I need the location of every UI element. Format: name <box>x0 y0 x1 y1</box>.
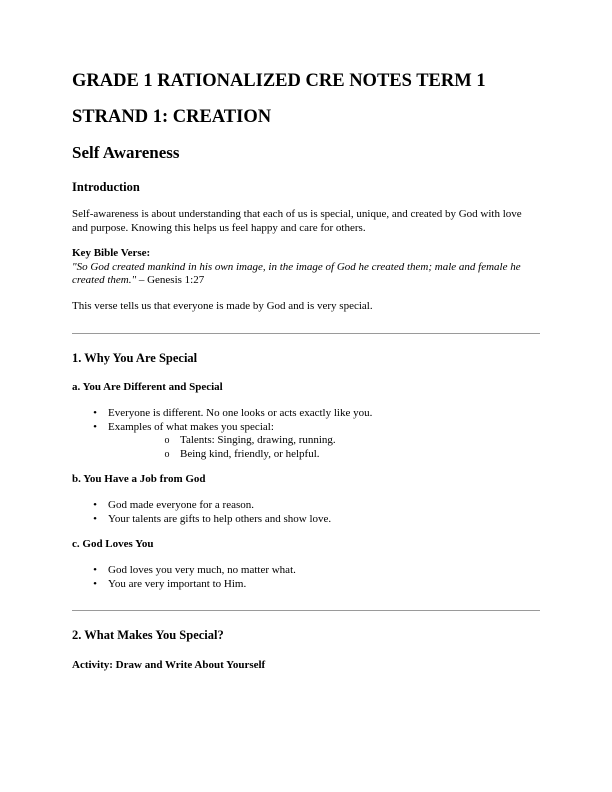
subsection-a-heading: a. You Are Different and Special <box>72 381 223 393</box>
bullet-icon: • <box>93 564 97 576</box>
sub-list <box>108 434 540 461</box>
bullet-icon: • <box>93 577 97 590</box>
bullet-icon: • <box>93 512 97 525</box>
subsection-c-heading: c. God Loves You <box>72 538 154 550</box>
introduction-paragraph: Self-awareness is about understanding that each of us is special, unique, and created by God with love and purpose. Knowing this helps us feel happy and care for others. <box>72 208 522 234</box>
introduction-heading: Introduction <box>72 180 140 194</box>
list-item <box>72 407 540 421</box>
key-bible-verse-label: Key Bible Verse: <box>72 247 151 259</box>
list-item-text: Your talents are gifts to help others and show love. <box>108 512 332 525</box>
list-item-text: God made everyone for a reason. <box>108 499 254 511</box>
key-bible-verse-text <box>72 261 521 287</box>
sub-list-item-text: Talents: Singing, drawing, running. <box>180 434 336 446</box>
list-item-text: Everyone is different. No one looks or acts exactly like you. <box>108 407 373 419</box>
bullet-icon: • <box>93 407 97 419</box>
key-bible-verse-block <box>72 247 540 288</box>
sub-list-item-text: Being kind, friendly, or helpful. <box>180 447 320 460</box>
section-divider <box>72 333 540 334</box>
section-2-heading: 2. What Makes You Special? <box>72 628 224 642</box>
sub-list-item <box>108 448 540 462</box>
verse-explanation: This verse tells us that everyone is made by God and is very special. <box>72 299 373 312</box>
subsection-b-heading: b. You Have a Job from God <box>72 473 206 485</box>
subsection-c-list <box>72 564 540 591</box>
list-item <box>72 513 540 527</box>
list-item <box>72 578 540 592</box>
subsection-a-list <box>72 407 540 461</box>
list-item <box>72 499 540 513</box>
circle-bullet-icon: o <box>164 448 170 460</box>
document-title: GRADE 1 RATIONALIZED CRE NOTES TERM 1 <box>72 71 486 91</box>
list-item-text: You are very important to Him. <box>108 577 247 590</box>
list-item-text: Examples of what makes you special: <box>108 420 274 433</box>
topic-title: Self Awareness <box>72 143 180 162</box>
list-item <box>72 421 540 462</box>
bullet-icon: • <box>93 420 97 433</box>
document-content <box>72 70 540 672</box>
list-item-text: God loves you very much, no matter what. <box>108 564 296 576</box>
sub-list-item <box>108 434 540 448</box>
key-bible-verse-quote: "So God created mankind in his own image, in the image of God he created them; male and female he created them." <box>72 260 521 286</box>
list-item <box>72 564 540 578</box>
key-bible-verse-reference: – Genesis 1:27 <box>136 274 205 286</box>
section-divider <box>72 610 540 611</box>
bullet-icon: • <box>93 499 97 511</box>
strand-title: STRAND 1: CREATION <box>72 107 272 127</box>
activity-heading: Activity: Draw and Write About Yourself <box>72 659 266 671</box>
subsection-b-list <box>72 499 540 526</box>
section-1-heading: 1. Why You Are Special <box>72 351 198 365</box>
circle-bullet-icon: o <box>164 435 170 446</box>
